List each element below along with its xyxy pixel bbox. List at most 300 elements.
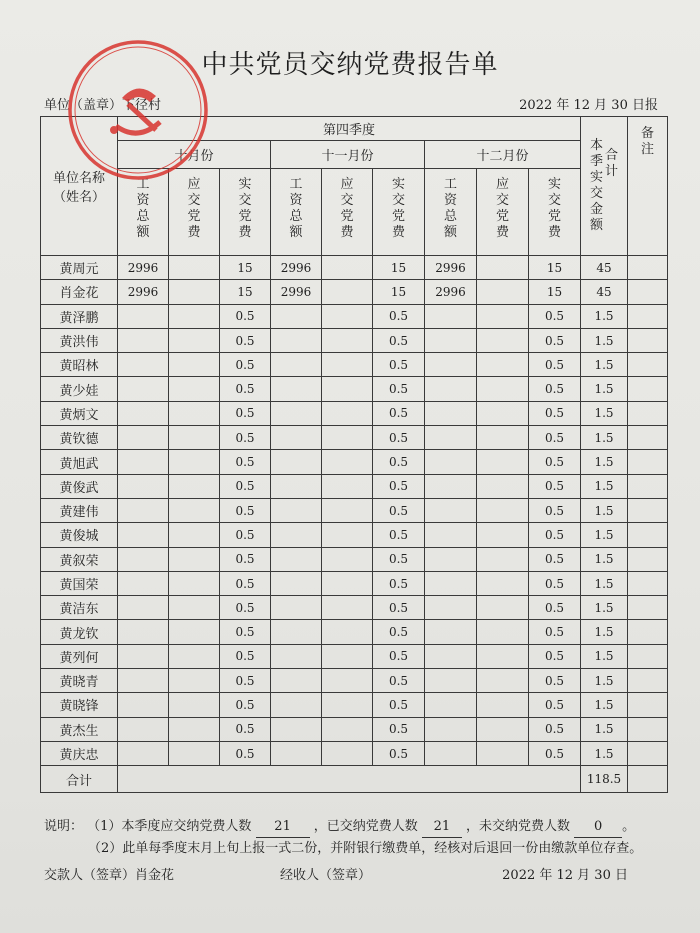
quarter-total-cell: 1.5 [581,717,628,741]
dues-cell: 15 [220,280,271,304]
header-sub-1-1: 工 资 总 额 [118,169,169,256]
dues-cell [425,401,477,425]
dues-cell [425,547,477,571]
sum-total: 118.5 [581,766,628,793]
dues-cell: 0.5 [373,450,425,474]
dues-cell [322,304,373,328]
dues-cell [118,353,169,377]
dues-cell [118,571,169,595]
quarter-total-cell: 1.5 [581,644,628,668]
dues-cell [169,498,220,522]
dues-cell: 0.5 [529,523,581,547]
dues-cell [425,304,477,328]
unpaid-count: 0 [574,816,622,838]
dues-cell: 0.5 [220,401,271,425]
unit-label: 单位（盖章）下径村 [44,98,162,113]
notes [44,816,642,859]
dues-cell: 0.5 [373,523,425,547]
dues-cell [322,426,373,450]
dues-cell: 0.5 [220,620,271,644]
quarter-total-cell: 1.5 [581,401,628,425]
header-total-b: 合 计 [605,148,619,179]
dues-cell [118,669,169,693]
member-name: 黄周元 [41,256,118,280]
table-row [41,328,668,352]
dues-cell [477,377,529,401]
dues-cell: 0.5 [529,596,581,620]
dues-cell [322,256,373,280]
header-sub-3-1: 工 资 总 额 [425,169,477,256]
header-total-col [581,117,628,256]
member-name: 黄洪伟 [41,328,118,352]
dues-cell [169,741,220,765]
quarter-total-cell: 1.5 [581,523,628,547]
remark-cell [628,596,668,620]
dues-cell [169,693,220,717]
dues-cell: 0.5 [373,693,425,717]
sum-row [41,766,668,793]
dues-cell [322,353,373,377]
header-month-3: 十二月份 [425,141,581,169]
dues-cell [425,328,477,352]
dues-cell: 0.5 [529,644,581,668]
dues-cell [169,401,220,425]
dues-cell [271,741,322,765]
dues-cell: 0.5 [373,620,425,644]
remark-cell [628,620,668,644]
dues-cell [477,693,529,717]
dues-cell: 0.5 [529,498,581,522]
dues-cell [169,571,220,595]
dues-cell: 0.5 [220,669,271,693]
remark-cell [628,693,668,717]
dues-cell [169,717,220,741]
dues-cell [425,620,477,644]
dues-cell [169,353,220,377]
table-row [41,644,668,668]
dues-cell: 2996 [118,280,169,304]
dues-cell: 0.5 [220,450,271,474]
header-name-col: 单位名称（姓名） [41,117,118,256]
dues-cell [118,474,169,498]
table-row [41,717,668,741]
header-sub-1-2: 应 交 党 费 [169,169,220,256]
dues-cell [271,571,322,595]
dues-cell: 0.5 [373,741,425,765]
table-row [41,620,668,644]
dues-cell [322,377,373,401]
dues-cell [169,328,220,352]
dues-cell: 0.5 [529,741,581,765]
quarter-total-cell: 45 [581,256,628,280]
quarter-total-cell: 1.5 [581,596,628,620]
dues-cell: 0.5 [373,596,425,620]
remark-cell [628,644,668,668]
member-name: 黄少娃 [41,377,118,401]
table-row [41,669,668,693]
dues-cell: 0.5 [529,401,581,425]
table-row [41,377,668,401]
member-name: 黄建伟 [41,498,118,522]
dues-cell [118,377,169,401]
dues-cell [118,426,169,450]
quarter-total-cell: 1.5 [581,328,628,352]
header-sub-2-1: 工 资 总 额 [271,169,322,256]
dues-cell [425,426,477,450]
dues-cell: 0.5 [529,547,581,571]
dues-cell [118,304,169,328]
dues-cell [169,304,220,328]
dues-cell [322,328,373,352]
table-row [41,256,668,280]
dues-cell [477,474,529,498]
remark-cell [628,353,668,377]
dues-cell: 0.5 [529,571,581,595]
dues-cell: 0.5 [529,474,581,498]
dues-cell: 0.5 [373,353,425,377]
remark-cell [628,401,668,425]
notes-line2: （2）此单每季度末月上旬上报一式二份，并附银行缴费单，经核对后退回一份由缴款单位存查。 [88,841,643,856]
dues-cell [425,693,477,717]
dues-cell [477,401,529,425]
dues-cell [477,426,529,450]
member-name: 黄昭林 [41,353,118,377]
dues-cell: 0.5 [529,426,581,450]
dues-cell [169,280,220,304]
member-name: 黄晓青 [41,669,118,693]
dues-cell [169,426,220,450]
dues-cell [425,353,477,377]
member-name: 黄炳文 [41,401,118,425]
dues-cell: 2996 [425,280,477,304]
dues-cell: 0.5 [373,426,425,450]
document-title: 中共党员交纳党费报告单 [201,50,499,80]
dues-cell [477,256,529,280]
dues-cell [322,498,373,522]
dues-cell: 15 [529,256,581,280]
dues-cell [118,693,169,717]
dues-cell: 0.5 [220,523,271,547]
dues-cell [271,693,322,717]
official-seal-icon [66,38,210,182]
dues-cell [271,328,322,352]
notes-prefix: 说明： [44,819,84,834]
paid-count: 21 [422,816,462,838]
header-month-2: 十一月份 [271,141,425,169]
remark-cell [628,377,668,401]
payer-signature: 交款人（签章）肖金花 [44,868,175,883]
dues-cell [425,523,477,547]
receiver-signature: 经收人（签章） [280,868,372,883]
dues-cell [169,377,220,401]
dues-cell: 2996 [118,256,169,280]
dues-cell: 0.5 [220,328,271,352]
remark-cell [628,426,668,450]
dues-cell [118,741,169,765]
remark-cell [628,498,668,522]
footer-date: 2022 年 12 月 30 日 [502,868,628,883]
dues-cell: 15 [373,280,425,304]
quarter-total-cell: 1.5 [581,304,628,328]
table-row [41,353,668,377]
dues-cell [271,547,322,571]
remark-cell [628,328,668,352]
dues-cell: 0.5 [220,547,271,571]
dues-cell [118,547,169,571]
header-sub-2-3: 实 交 党 费 [373,169,425,256]
dues-cell: 0.5 [220,644,271,668]
dues-cell [425,571,477,595]
dues-cell [322,450,373,474]
header-sub-3-2: 应 交 党 费 [477,169,529,256]
dues-cell: 0.5 [529,693,581,717]
sum-label: 合计 [41,766,118,793]
remark-cell [628,717,668,741]
dues-cell [271,717,322,741]
dues-cell: 0.5 [373,547,425,571]
dues-cell [477,717,529,741]
dues-cell [322,474,373,498]
dues-cell [477,571,529,595]
quarter-total-cell: 1.5 [581,474,628,498]
table-row [41,280,668,304]
dues-cell: 0.5 [529,353,581,377]
dues-cell [118,450,169,474]
dues-cell [271,304,322,328]
dues-cell [169,547,220,571]
dues-cell [322,693,373,717]
dues-cell [169,523,220,547]
dues-cell [271,669,322,693]
dues-cell [477,669,529,693]
dues-cell: 0.5 [373,717,425,741]
dues-cell [425,669,477,693]
member-name: 黄俊城 [41,523,118,547]
remark-cell [628,669,668,693]
header-month-1: 十月份 [118,141,271,169]
remark-cell [628,571,668,595]
dues-cell [477,353,529,377]
sum-blank [118,766,581,793]
quarter-total-cell: 1.5 [581,353,628,377]
dues-cell: 0.5 [529,304,581,328]
dues-cell [118,596,169,620]
dues-cell: 15 [529,280,581,304]
header-total-a: 本 季 实 交 金 额 [589,138,603,233]
dues-cell: 0.5 [220,474,271,498]
dues-cell [425,644,477,668]
dues-cell [271,450,322,474]
dues-cell [425,596,477,620]
quarter-total-cell: 1.5 [581,741,628,765]
table-row [41,741,668,765]
quarter-total-cell: 1.5 [581,426,628,450]
quarter-total-cell: 1.5 [581,547,628,571]
dues-cell: 2996 [271,280,322,304]
table-row [41,596,668,620]
dues-cell [169,474,220,498]
dues-cell: 0.5 [529,717,581,741]
member-name: 肖金花 [41,280,118,304]
table-row [41,474,668,498]
dues-cell: 0.5 [220,571,271,595]
dues-cell [118,620,169,644]
notes-line1-b: ，已交纳党费人数 [313,819,418,834]
member-name: 黄晓锋 [41,693,118,717]
dues-cell [477,741,529,765]
member-name: 黄列何 [41,644,118,668]
member-name: 黄龙钦 [41,620,118,644]
dues-cell [425,717,477,741]
dues-cell: 0.5 [373,498,425,522]
remark-cell [628,256,668,280]
dues-table [40,116,668,793]
dues-cell [477,620,529,644]
dues-cell [169,256,220,280]
table-row [41,450,668,474]
notes-line1-end: 。 [622,819,636,834]
notes-line1-c: ，未交纳党费人数 [466,819,571,834]
dues-cell: 0.5 [220,353,271,377]
dues-cell [169,644,220,668]
member-name: 黄庆忠 [41,741,118,765]
dues-cell: 0.5 [373,669,425,693]
quarter-total-cell: 1.5 [581,669,628,693]
due-count: 21 [256,816,310,838]
dues-cell [322,280,373,304]
dues-cell [271,523,322,547]
quarter-total-cell: 1.5 [581,571,628,595]
dues-cell [118,328,169,352]
quarter-total-cell: 1.5 [581,377,628,401]
dues-cell [425,450,477,474]
remark-cell [628,450,668,474]
dues-cell: 0.5 [220,741,271,765]
dues-cell [271,596,322,620]
dues-cell [118,523,169,547]
dues-cell [118,401,169,425]
dues-cell: 0.5 [373,644,425,668]
dues-cell [169,450,220,474]
header-sub-2-2: 应 交 党 费 [322,169,373,256]
dues-cell: 2996 [271,256,322,280]
header-quarter: 第四季度 [118,117,581,141]
dues-cell: 0.5 [373,474,425,498]
table-row [41,401,668,425]
remark-cell [628,523,668,547]
dues-cell [271,426,322,450]
table-row [41,304,668,328]
dues-cell [169,620,220,644]
table-row [41,426,668,450]
member-name: 黄泽鹏 [41,304,118,328]
table-row [41,571,668,595]
dues-cell: 0.5 [373,401,425,425]
sum-remark [628,766,668,793]
quarter-total-cell: 1.5 [581,498,628,522]
dues-cell [322,620,373,644]
table-row [41,547,668,571]
dues-cell [271,401,322,425]
quarter-total-cell: 1.5 [581,620,628,644]
dues-cell [477,304,529,328]
table-row [41,498,668,522]
dues-cell [118,644,169,668]
header-remark-col: 备 注 [628,117,668,256]
member-name: 黄国荣 [41,571,118,595]
quarter-total-cell: 1.5 [581,450,628,474]
dues-cell [322,741,373,765]
dues-cell: 0.5 [529,620,581,644]
dues-cell [425,474,477,498]
dues-cell: 15 [220,256,271,280]
table-row [41,523,668,547]
remark-cell [628,741,668,765]
dues-cell [322,644,373,668]
dues-cell [322,596,373,620]
header-sub-3-3: 实 交 党 费 [529,169,581,256]
dues-cell [477,523,529,547]
dues-cell: 0.5 [220,426,271,450]
dues-cell [271,377,322,401]
dues-cell [322,547,373,571]
dues-cell: 0.5 [220,596,271,620]
dues-cell [322,717,373,741]
dues-cell: 0.5 [529,328,581,352]
dues-cell: 0.5 [529,450,581,474]
remark-cell [628,304,668,328]
header-sub-1-3: 实 交 党 费 [220,169,271,256]
report-date: 2022 年 12 月 30 日报 [519,98,658,113]
table-row [41,693,668,717]
dues-cell: 2996 [425,256,477,280]
dues-cell [477,450,529,474]
member-name: 黄叙荣 [41,547,118,571]
dues-cell [322,401,373,425]
dues-cell [322,571,373,595]
dues-cell [271,498,322,522]
dues-cell [477,498,529,522]
dues-cell [118,717,169,741]
dues-cell [477,547,529,571]
dues-cell [169,669,220,693]
dues-cell [271,474,322,498]
quarter-total-cell: 45 [581,280,628,304]
dues-cell [271,644,322,668]
member-name: 黄洁东 [41,596,118,620]
member-name: 黄俊武 [41,474,118,498]
dues-cell [169,596,220,620]
notes-line1-a: （1）本季度应交纳党费人数 [87,819,252,834]
dues-cell [477,280,529,304]
dues-cell: 0.5 [220,377,271,401]
dues-cell: 15 [373,256,425,280]
dues-cell: 0.5 [529,377,581,401]
dues-cell [322,669,373,693]
dues-cell [477,644,529,668]
dues-cell [425,741,477,765]
dues-cell [477,328,529,352]
dues-cell: 0.5 [373,304,425,328]
dues-cell [322,523,373,547]
dues-cell [271,620,322,644]
member-name: 黄钦德 [41,426,118,450]
dues-cell: 0.5 [220,717,271,741]
dues-cell [477,596,529,620]
dues-cell: 0.5 [373,571,425,595]
dues-cell: 0.5 [220,304,271,328]
dues-cell [425,498,477,522]
